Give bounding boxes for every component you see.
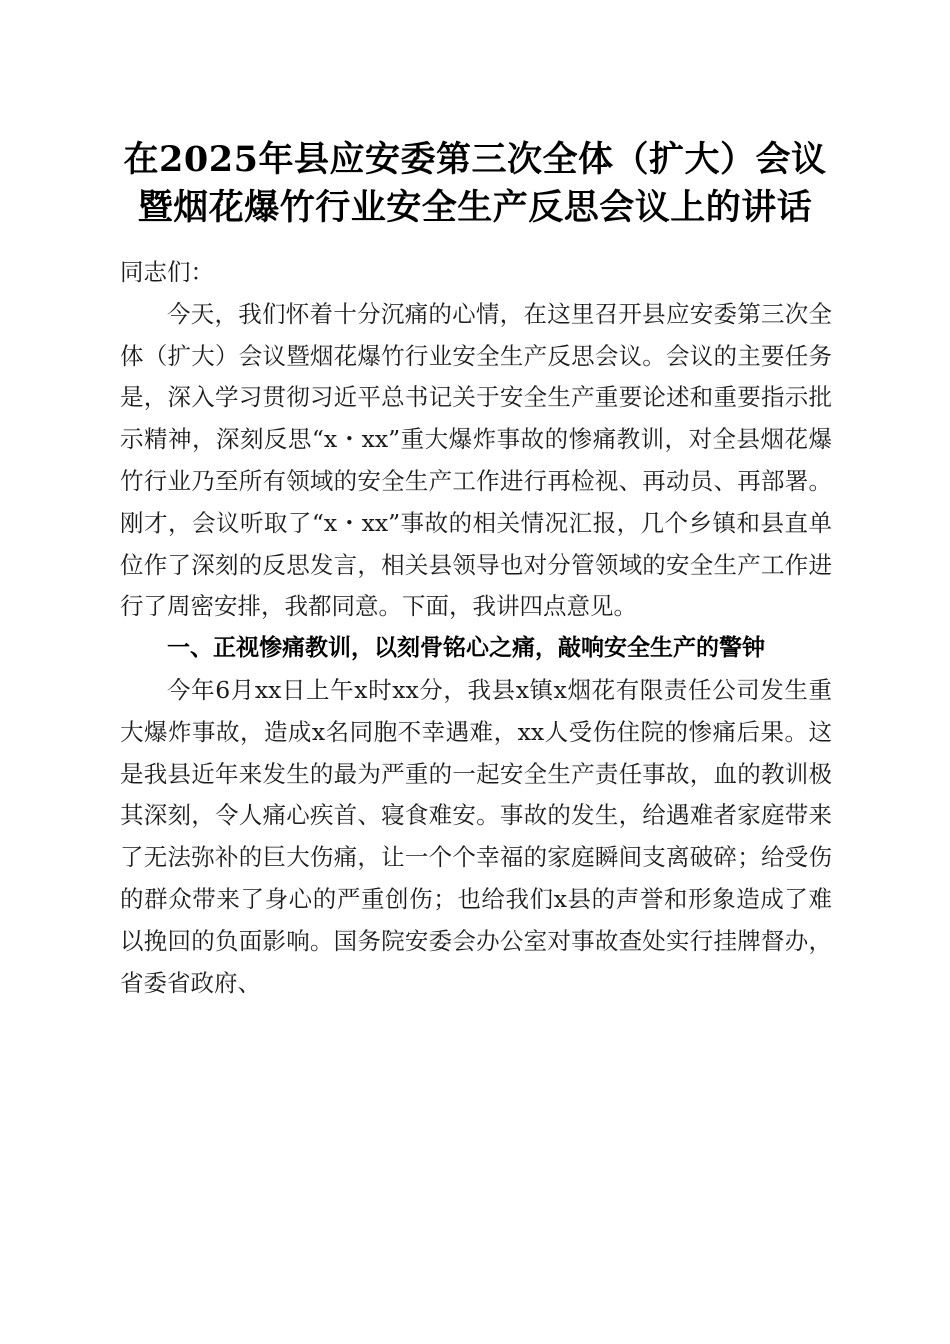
paragraph-section-1: 今年6月xx日上午x时xx分，我县x镇x烟花有限责任公司发生重大爆炸事故，造成x名同胞不幸遇难，xx人受伤住院的惨痛后果。这是我县近年来发生的最为严重的一起安全生产责任事故，血的教训极其深刻，令人痛心疾首、寝食难安。事故的发生，给遇难者家庭带来了无法弥补的巨大伤痛，让一个个幸福的家庭瞬间支离破碎；给受伤的群众带来了身心的严重创伤；也给我们x县的声誉和形象造成了难以挽回的负面影响。国务院安委会办公室对事故查处实行挂牌督办，省委省政府、 [120,675,832,997]
section-heading-1: 一、正视惨痛教训，以刻骨铭心之痛，敲响安全生产的警钟 [167,635,765,662]
salutation: 同志们： [120,258,214,286]
title-line-2: 暨烟花爆竹行业安全生产反思会议上的讲话 [137,187,813,228]
document-title [60,136,890,232]
paragraph-opening: 今天，我们怀着十分沉痛的心情，在这里召开县应安委第三次全体（扩大）会议暨烟花爆竹行业安全生产反思会议。会议的主要任务是，深入学习贯彻习近平总书记关于安全生产重要论述和重要指示批示精神，深刻反思“x・xx”重大爆炸事故的惨痛教训，对全县烟花爆竹行业乃至所有领域的安全生产工作进行再检视、再动员、再部署。刚才，会议听取了“x・xx”事故的相关情况汇报，几个乡镇和县直单位作了深刻的反思发言，相关县领导也对分管领域的安全生产工作进行了周密安排，我都同意。下面，我讲四点意见。 [120,299,832,621]
title-line-1: 在2025年县应安委第三次全体（扩大）会议 [123,139,827,180]
document-body [120,252,832,1004]
